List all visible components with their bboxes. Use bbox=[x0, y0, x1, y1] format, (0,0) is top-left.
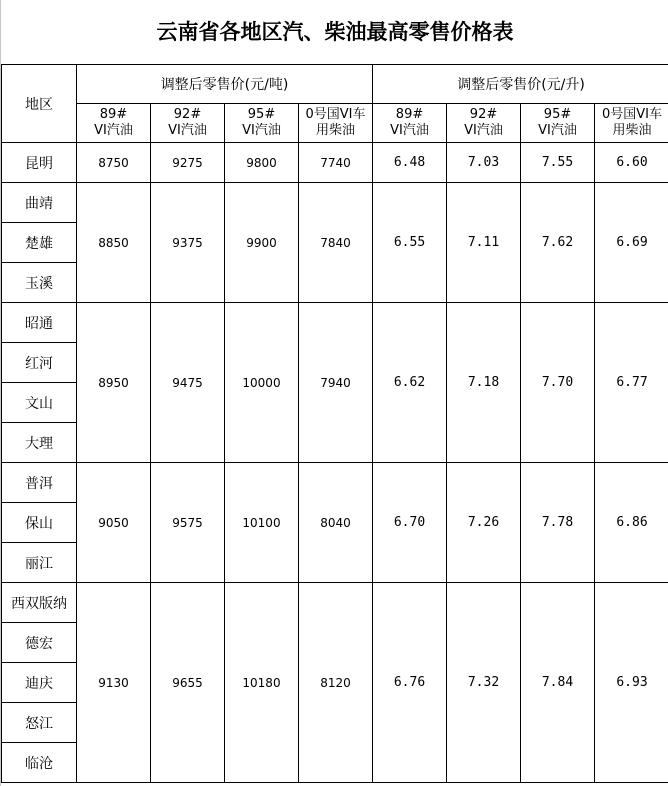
fuel-header-ton-diesel bbox=[299, 104, 373, 143]
price-ton-92: 9375 bbox=[151, 183, 225, 303]
region-cell: 曲靖 bbox=[2, 183, 77, 223]
region-cell: 德宏 bbox=[2, 623, 77, 663]
fuel-header-line2: VI汽油 bbox=[390, 123, 429, 138]
price-liter-92: 7.11 bbox=[447, 183, 521, 303]
price-ton-95: 10000 bbox=[225, 303, 299, 463]
price-liter-89: 6.62 bbox=[373, 303, 447, 463]
fuel-header-ton-92 bbox=[151, 104, 225, 143]
price-liter-89: 6.55 bbox=[373, 183, 447, 303]
price-ton-95: 10100 bbox=[225, 463, 299, 583]
fuel-header-line1: 0号国VI车 bbox=[305, 107, 366, 122]
price-liter-92: 7.03 bbox=[447, 143, 521, 183]
price-ton-89: 8750 bbox=[77, 143, 151, 183]
fuel-header-line1: 89# bbox=[99, 107, 128, 122]
fuel-header-line2: 用柴油 bbox=[612, 123, 652, 138]
fuel-header-ton-89 bbox=[77, 104, 151, 143]
region-cell: 怒江 bbox=[2, 703, 77, 743]
per-ton-header: 调整后零售价(元/吨) bbox=[77, 65, 373, 104]
region-cell: 红河 bbox=[2, 343, 77, 383]
region-cell: 西双版纳 bbox=[2, 583, 77, 623]
price-ton-diesel: 7840 bbox=[299, 183, 373, 303]
table-row bbox=[2, 463, 668, 503]
price-ton-89: 8950 bbox=[77, 303, 151, 463]
fuel-header-liter-89 bbox=[373, 104, 447, 143]
price-table bbox=[1, 64, 668, 783]
price-ton-89: 9050 bbox=[77, 463, 151, 583]
price-liter-92: 7.32 bbox=[447, 583, 521, 783]
region-cell: 大理 bbox=[2, 423, 77, 463]
region-cell: 保山 bbox=[2, 503, 77, 543]
fuel-header-line1: 95# bbox=[543, 107, 572, 122]
price-liter-89: 6.70 bbox=[373, 463, 447, 583]
fuel-header-line1: 95# bbox=[247, 107, 276, 122]
price-liter-95: 7.84 bbox=[521, 583, 595, 783]
price-ton-92: 9655 bbox=[151, 583, 225, 783]
price-table-body bbox=[2, 65, 668, 783]
price-liter-diesel: 6.86 bbox=[595, 463, 668, 583]
price-ton-diesel: 8120 bbox=[299, 583, 373, 783]
region-cell: 普洱 bbox=[2, 463, 77, 503]
region-cell: 文山 bbox=[2, 383, 77, 423]
price-liter-diesel: 6.93 bbox=[595, 583, 668, 783]
region-column-header: 地区 bbox=[2, 65, 77, 143]
price-liter-92: 7.18 bbox=[447, 303, 521, 463]
region-cell: 临沧 bbox=[2, 743, 77, 783]
price-ton-diesel: 7940 bbox=[299, 303, 373, 463]
price-ton-95: 10180 bbox=[225, 583, 299, 783]
fuel-header-line2: 用柴油 bbox=[316, 123, 356, 138]
fuel-header-line2: VI汽油 bbox=[242, 123, 281, 138]
fuel-header-line2: VI汽油 bbox=[168, 123, 207, 138]
price-liter-92: 7.26 bbox=[447, 463, 521, 583]
price-liter-95: 7.70 bbox=[521, 303, 595, 463]
price-ton-89: 8850 bbox=[77, 183, 151, 303]
region-cell: 丽江 bbox=[2, 543, 77, 583]
region-cell: 玉溪 bbox=[2, 263, 77, 303]
table-row bbox=[2, 303, 668, 343]
page-title: 云南省各地区汽、柴油最高零售价格表 bbox=[156, 20, 514, 44]
fuel-header-line1: 92# bbox=[469, 107, 498, 122]
price-liter-95: 7.62 bbox=[521, 183, 595, 303]
price-ton-95: 9900 bbox=[225, 183, 299, 303]
region-cell: 迪庆 bbox=[2, 663, 77, 703]
price-liter-diesel: 6.69 bbox=[595, 183, 668, 303]
price-liter-diesel: 6.77 bbox=[595, 303, 668, 463]
fuel-header-line2: VI汽油 bbox=[94, 123, 133, 138]
fuel-header-liter-diesel bbox=[595, 104, 668, 143]
table-row bbox=[2, 183, 668, 223]
price-liter-89: 6.76 bbox=[373, 583, 447, 783]
header-row-fuels bbox=[2, 104, 668, 143]
region-cell: 昭通 bbox=[2, 303, 77, 343]
region-cell: 昆明 bbox=[2, 143, 77, 183]
fuel-header-liter-92 bbox=[447, 104, 521, 143]
price-liter-95: 7.78 bbox=[521, 463, 595, 583]
region-cell: 楚雄 bbox=[2, 223, 77, 263]
fuel-header-ton-95 bbox=[225, 104, 299, 143]
fuel-header-line2: VI汽油 bbox=[464, 123, 503, 138]
price-ton-92: 9275 bbox=[151, 143, 225, 183]
price-ton-89: 9130 bbox=[77, 583, 151, 783]
price-liter-95: 7.55 bbox=[521, 143, 595, 183]
price-liter-diesel: 6.60 bbox=[595, 143, 668, 183]
header-row-groups bbox=[2, 65, 668, 104]
fuel-header-line1: 92# bbox=[173, 107, 202, 122]
table-row bbox=[2, 143, 668, 183]
per-liter-header: 调整后零售价(元/升) bbox=[373, 65, 668, 104]
price-ton-95: 9800 bbox=[225, 143, 299, 183]
table-row bbox=[2, 583, 668, 623]
fuel-header-line2: VI汽油 bbox=[538, 123, 577, 138]
fuel-header-line1: 0号国VI车 bbox=[602, 107, 663, 122]
price-ton-diesel: 7740 bbox=[299, 143, 373, 183]
price-ton-diesel: 8040 bbox=[299, 463, 373, 583]
fuel-header-line1: 89# bbox=[395, 107, 424, 122]
fuel-header-liter-95 bbox=[521, 104, 595, 143]
price-liter-89: 6.48 bbox=[373, 143, 447, 183]
price-ton-92: 9575 bbox=[151, 463, 225, 583]
price-ton-92: 9475 bbox=[151, 303, 225, 463]
